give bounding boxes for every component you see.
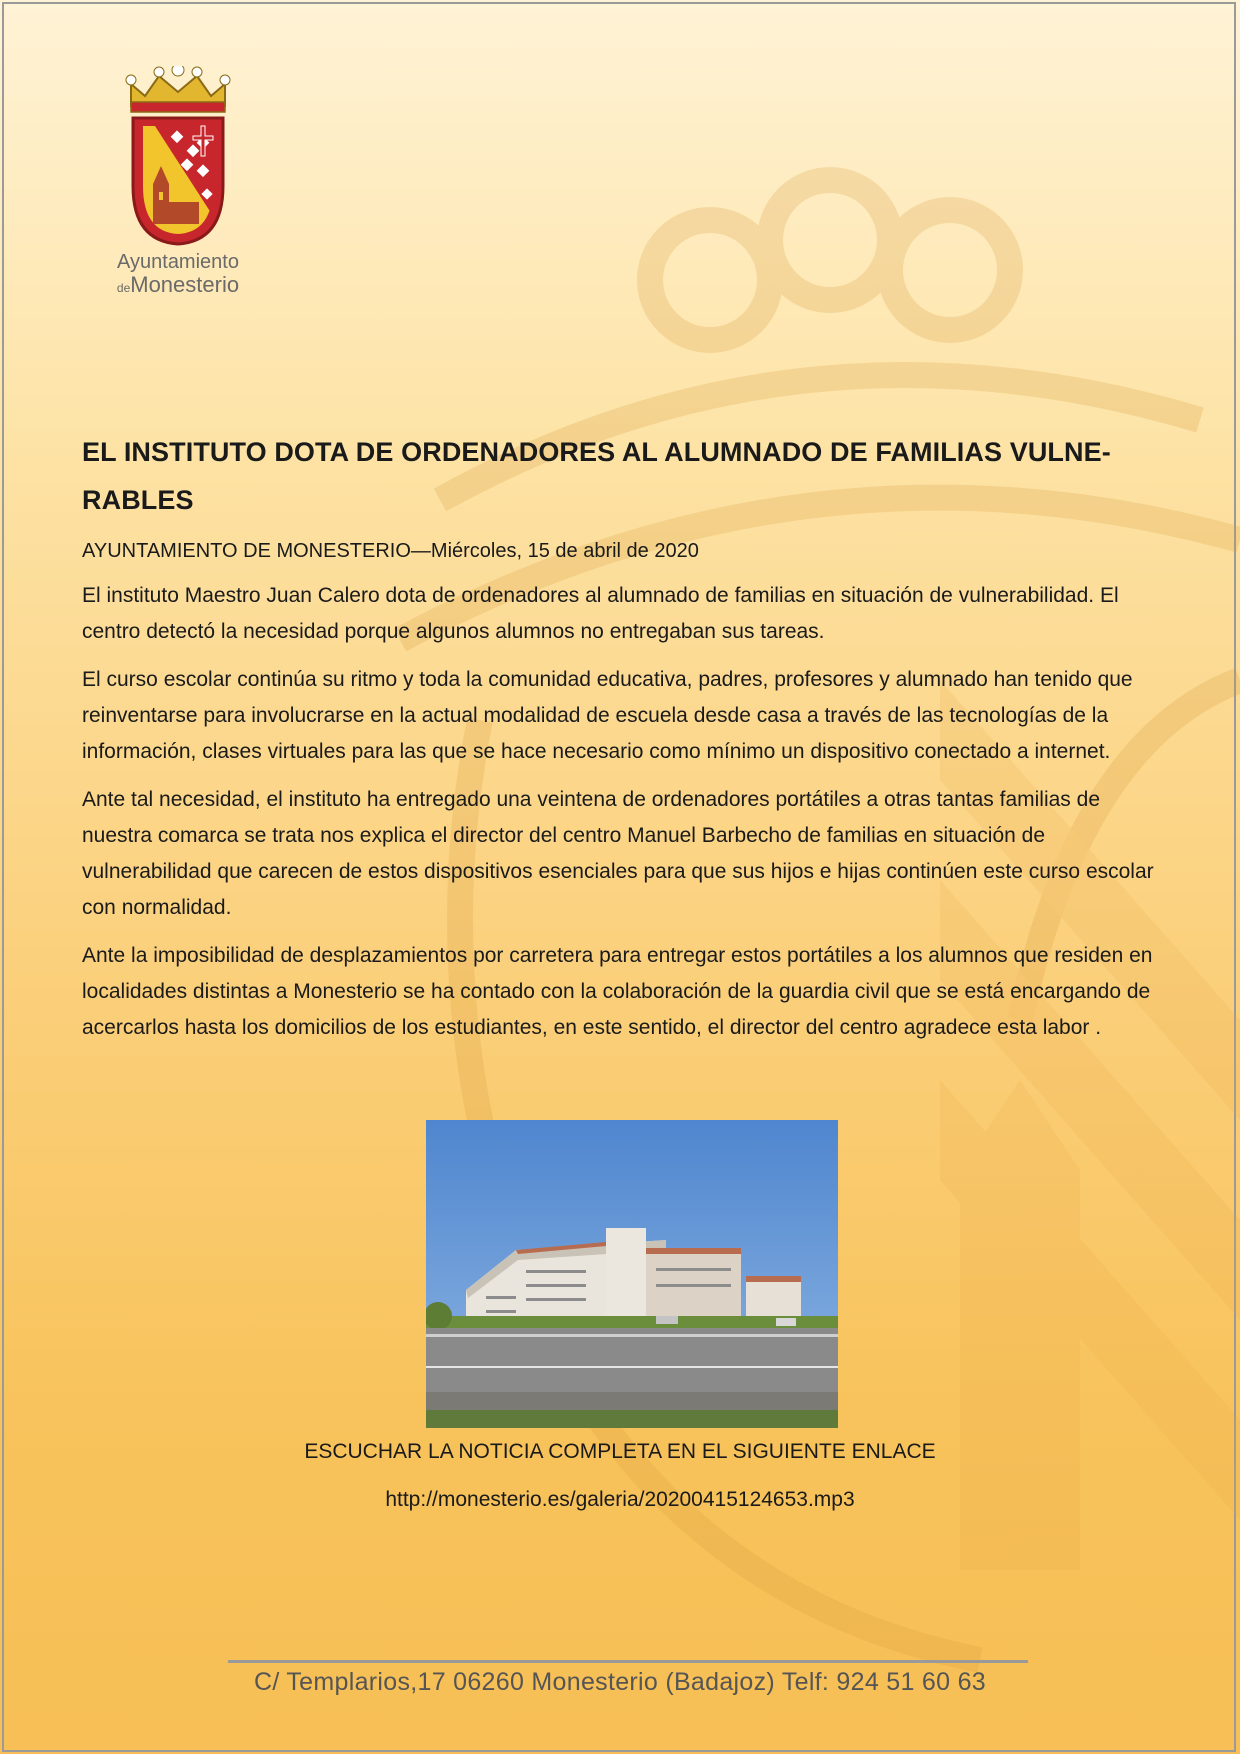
article-paragraph: Ante la imposibilidad de desplazamientos por carretera para entregar estos portátiles a los alumnos que residen en localidades distintas a Monesterio se ha contado con la colaboración de la guardia civil que se está encargando de acercarlos hasta los domicilios de los estudiantes, en este sentido, el director del centro agradece esta labor .: [82, 944, 1153, 1039]
article-title-line-1: EL INSTITUTO DOTA DE ORDENADORES AL ALUMNADO DE FAMILIAS VULNE-: [82, 437, 1111, 467]
article-paragraph: El curso escolar continúa su ritmo y toda la comunidad educativa, padres, profesores y alumnado han tenido que reinventarse para involucrarse en la actual modalidad de escuela desde casa a través de las tecnologías de la información, clases virtuales para las que se hace necesario como mínimo un dispositivo conectado a internet.: [82, 668, 1133, 763]
coat-of-arms-icon: [113, 66, 243, 246]
audio-link[interactable]: http://monesterio.es/galeria/20200415124653.mp3: [385, 1488, 855, 1511]
logo-line-2: [108, 273, 248, 296]
article-title: [82, 428, 1162, 524]
article-paragraph: El instituto Maestro Juan Calero dota de ordenadores al alumnado de familias en situación de vulnerabilidad. El centro detectó la necesidad porque algunos alumnos no entregaban sus tareas.: [82, 584, 1119, 643]
footer-address: C/ Templarios,17 06260 Monesterio (Badajoz) Telf: 924 51 60 63: [253, 1668, 986, 1696]
logo-line-1: Ayuntamiento: [117, 251, 239, 273]
article-dateline: AYUNTAMIENTO DE MONESTERIO—Miércoles, 15 de abril de 2020: [82, 540, 699, 562]
article-paragraph: Ante tal necesidad, el instituto ha entregado una veintena de ordenadores portátiles a otras tantas familias de nuestra comarca se trata nos explica el director del centro Manuel Barbecho de familias en situación de vulnerabilidad que carecen de estos dispositivos esenciales para que sus hijos e hijas continúen este curso escolar con normalidad.: [82, 788, 1154, 919]
logo-line-2-prefix: de: [116, 281, 131, 295]
footer-divider: [228, 1660, 1028, 1663]
logo-line-2-name: Monesterio: [130, 272, 240, 297]
municipal-logo: [108, 66, 248, 296]
article-title-line-2: RABLES: [82, 485, 194, 515]
article-body: [82, 428, 1162, 1058]
school-building-photo: [426, 1120, 838, 1428]
listen-instructions: ESCUCHAR LA NOTICIA COMPLETA EN EL SIGUIENTE ENLACE: [304, 1440, 936, 1463]
